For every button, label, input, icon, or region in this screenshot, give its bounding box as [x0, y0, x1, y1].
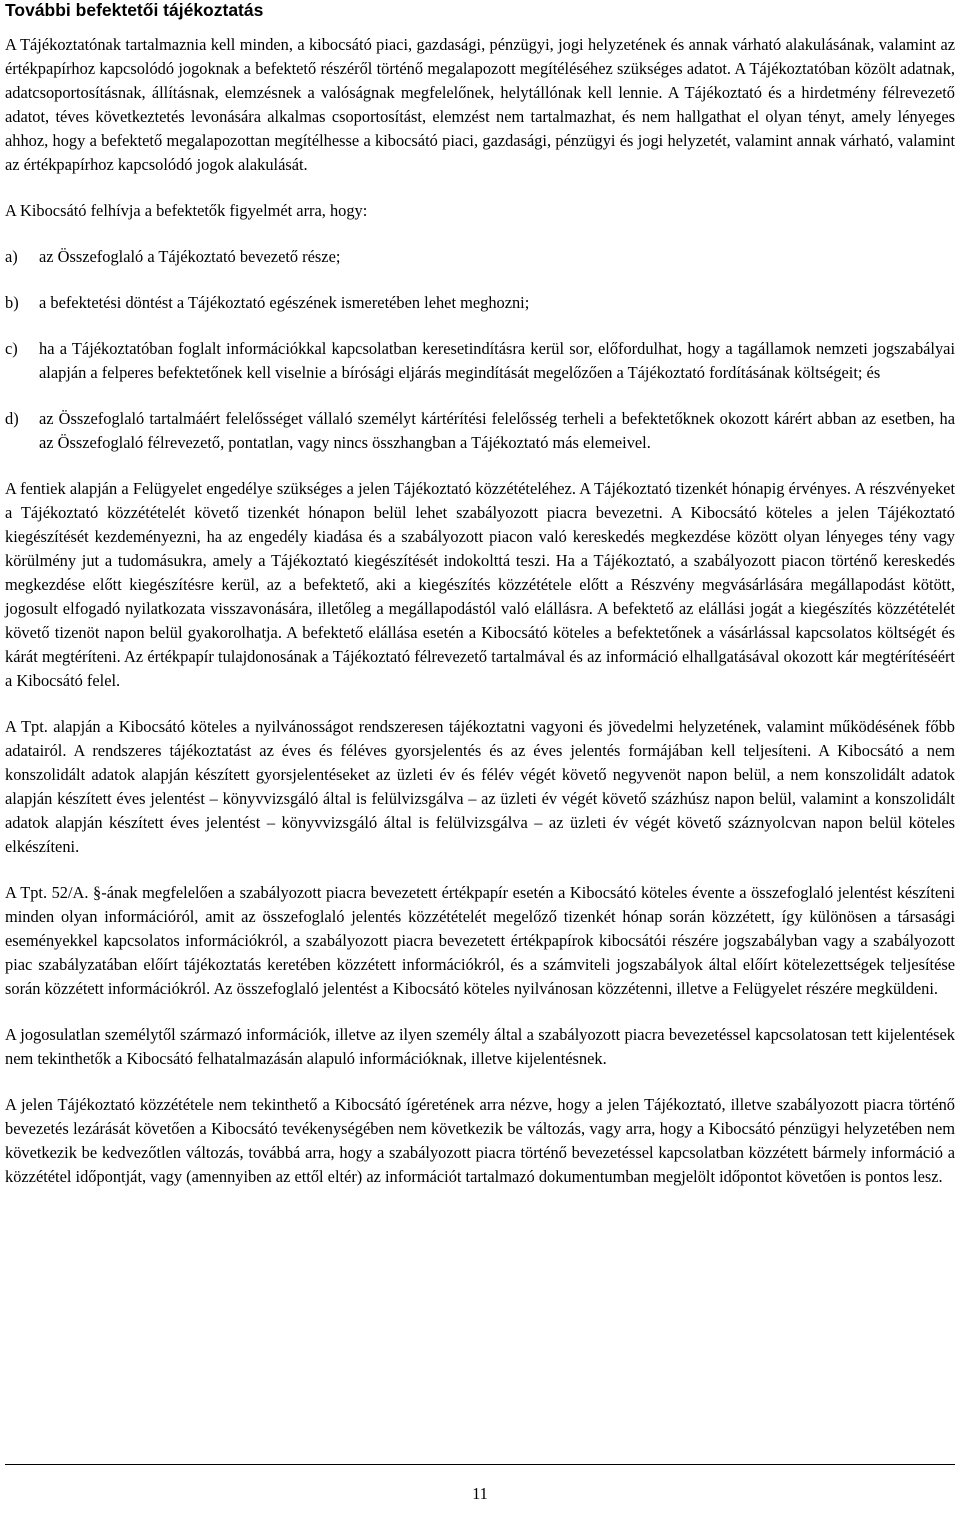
list-item-text: az Összefoglaló a Tájékoztató bevezető része; [39, 247, 341, 266]
paragraph-regular-disclosure: A Tpt. alapján a Kibocsátó köteles a nyilvánosságot rendszeresen tájékoztatni vagyoni és jövedelmi helyzetének, valamint működésének főbb adatairól. A rendszeres tájékoztatást az éves és féléves gyorsjelentés és az éves jelentés formájában kell teljesíteni. A Kibocsátó a nem konszolidált adatok alapján készített gyorsjelentéseket az üzleti év és félév végét követő negyvenöt napon belül, a nem konszolidált adatok alapján készített éves jelentést – könyvvizsgáló által is felülvizsgálva – az üzleti év végét követő százhúsz napon belül, valamint a konszolidált adatok alapján készített éves jelentést – könyvvizsgáló által is felülvizsgálva – az üzleti év végét követő száznyolcvan napon belül köteles elkészíteni. [5, 717, 955, 856]
paragraph-no-promise-disclaimer: A jelen Tájékoztató közzététele nem tekinthető a Kibocsátó ígéretének arra nézve, hogy a jelen Tájékoztató, illetve szabályozott piacra történő bevezetés lezárását követően a Kibocsátó tevékenységében nem következik be változás, vagy arra, hogy a Kibocsátó pénzügyi helyzetében nem következik be kedvezőtlen változás, továbbá arra, hogy a szabályozott piacra történő bevezetéssel kapcsolatban közzétett bármely információ a közzététel időpontját, vagy (amennyiben az ettől eltér) az információt tartalmazó dokumentumban megjelölt időpontot követően is pontos lesz. [5, 1095, 955, 1186]
section-heading: További befektetői tájékoztatás [5, 0, 264, 20]
footer-divider [5, 1464, 955, 1465]
list-item [5, 337, 955, 385]
list-item-text: ha a Tájékoztatóban foglalt információkkal kapcsolatban keresetindításra kerül sor, előfordulhat, hogy a tagállamok nemzeti jogszabályai alapján a felperes befektetőnek kell viselnie a bírósági eljárás megindítását megelőzően a Tájékoztató fordításának költségeit; és [39, 339, 955, 382]
list-item [5, 245, 955, 269]
paragraph-prospectus-content: A Tájékoztatónak tartalmaznia kell minden, a kibocsátó piaci, gazdasági, pénzügyi, jogi helyzetének és annak várható alakulásának, valamint az értékpapírhoz kapcsolódó jogoknak a befektető részéről történő megalapozott megítéléséhez szükséges adatot. A Tájékoztatóban közölt adatnak, adatcsoportosításnak, állításnak, elemzésnek a valóságnak megfelelőnek, helytállónak kell lennie. A Tájékoztató és a hirdetmény félrevezető adatot, téves következtetés levonására alkalmas csoportosítást, elemzést nem tartalmazhat, és nem hallgathat el olyan tényt, amely lényeges ahhoz, hogy a befektető megalapozottan megítélhesse a kibocsátó piaci, gazdasági, pénzügyi és jogi helyzetét, valamint annak várható, valamint az értékpapírhoz kapcsolódó jogok alakulását. [5, 35, 955, 174]
document-body [5, 33, 955, 1189]
paragraph-annual-summary-report: A Tpt. 52/A. §-ának megfelelően a szabályozott piacra bevezetett értékpapír esetén a Kibocsátó köteles évente a összefoglaló jelentést készíteni minden olyan információról, amit az összefoglaló jelentés közzétételét megelőző tizenkét hónap során közzétett, így különösen a társasági eseményekkel kapcsolatos információkról, a szabályozott piacra bevezetett értékpapírok kibocsátói részére jogszabályban vagy a szabályozott piac szabályzatában előírt tájékoztatás keretében közzétett információkról, és a számviteli jogszabályok által előírt kötelezettségek teljesítése során közzétett információkról. Az összefoglaló jelentést a Kibocsátó köteles nyilvánosan közzétenni, illetve a Felügyelet részére megküldeni. [5, 883, 955, 998]
list-item-letter: a) [5, 247, 18, 266]
paragraph-unauthorized-information: A jogosulatlan személytől származó információk, illetve az ilyen személy által a szabályozott piacra bevezetéssel kapcsolatosan tett kijelentések nem tekinthetők a Kibocsátó felhatalmazásán alapuló információknak, illetve kijelentésnek. [5, 1025, 955, 1068]
list-item [5, 407, 955, 455]
paragraph-investor-notice: A Kibocsátó felhívja a befektetők figyelmét arra, hogy: [5, 201, 368, 220]
page-number: 11 [472, 1484, 488, 1503]
list-item-letter: b) [5, 293, 19, 312]
list-item-letter: d) [5, 409, 19, 428]
list-item-letter: c) [5, 339, 18, 358]
document-page [5, 0, 955, 20]
paragraph-supervisory-approval: A fentiek alapján a Felügyelet engedélye szükséges a jelen Tájékoztató közzétételéhez. A Tájékoztató tizenkét hónapig érvényes. A részvényeket a Tájékoztató közzétételét követő tizenkét hónapon belül lehet szabályozott piacra bevezetni. A Kibocsátó köteles a jelen Tájékoztató kiegészítését kezdeményezni, ha az engedély kiadása és a szabályozott piacon való kereskedés megkezdése között olyan lényeges tény vagy körülmény jut a tudomásukra, amely a Tájékoztató kiegészítését indokolttá teszi. Ha a Tájékoztató, a szabályozott piacon történő kereskedés megkezdése előtt kiegészítésre kerül, az a befektető, aki a kiegészítés közzététele előtt a Részvény megvásárlására megállapodást kötött, jogosult elfogadó nyilatkozata visszavonására, illetőleg a megállapodástól való elállásra. A befektető az elállási jogát a kiegészítés közzétételét követő tizenöt napon belül gyakorolhatja. A befektető elállása esetén a Kibocsátó köteles a befektetőnek a vásárlással kapcsolatos költségét és kárát megtéríteni. Az értékpapír tulajdonosának a Tájékoztató félrevezető tartalmával és az információ elhallgatásával okozott kár megtérítéséért a Kibocsátó felel. [5, 479, 955, 690]
list-item-text: a befektetési döntést a Tájékoztató egészének ismeretében lehet meghozni; [39, 293, 530, 312]
list-item [5, 291, 955, 315]
list-item-text: az Összefoglaló tartalmáért felelősséget vállaló személyt kártérítési felelősség terheli a befektetőknek okozott kárért abban az esetben, ha az Összefoglaló félrevezető, pontatlan, vagy nincs összhangban a Tájékoztató más elemeivel. [39, 409, 955, 452]
